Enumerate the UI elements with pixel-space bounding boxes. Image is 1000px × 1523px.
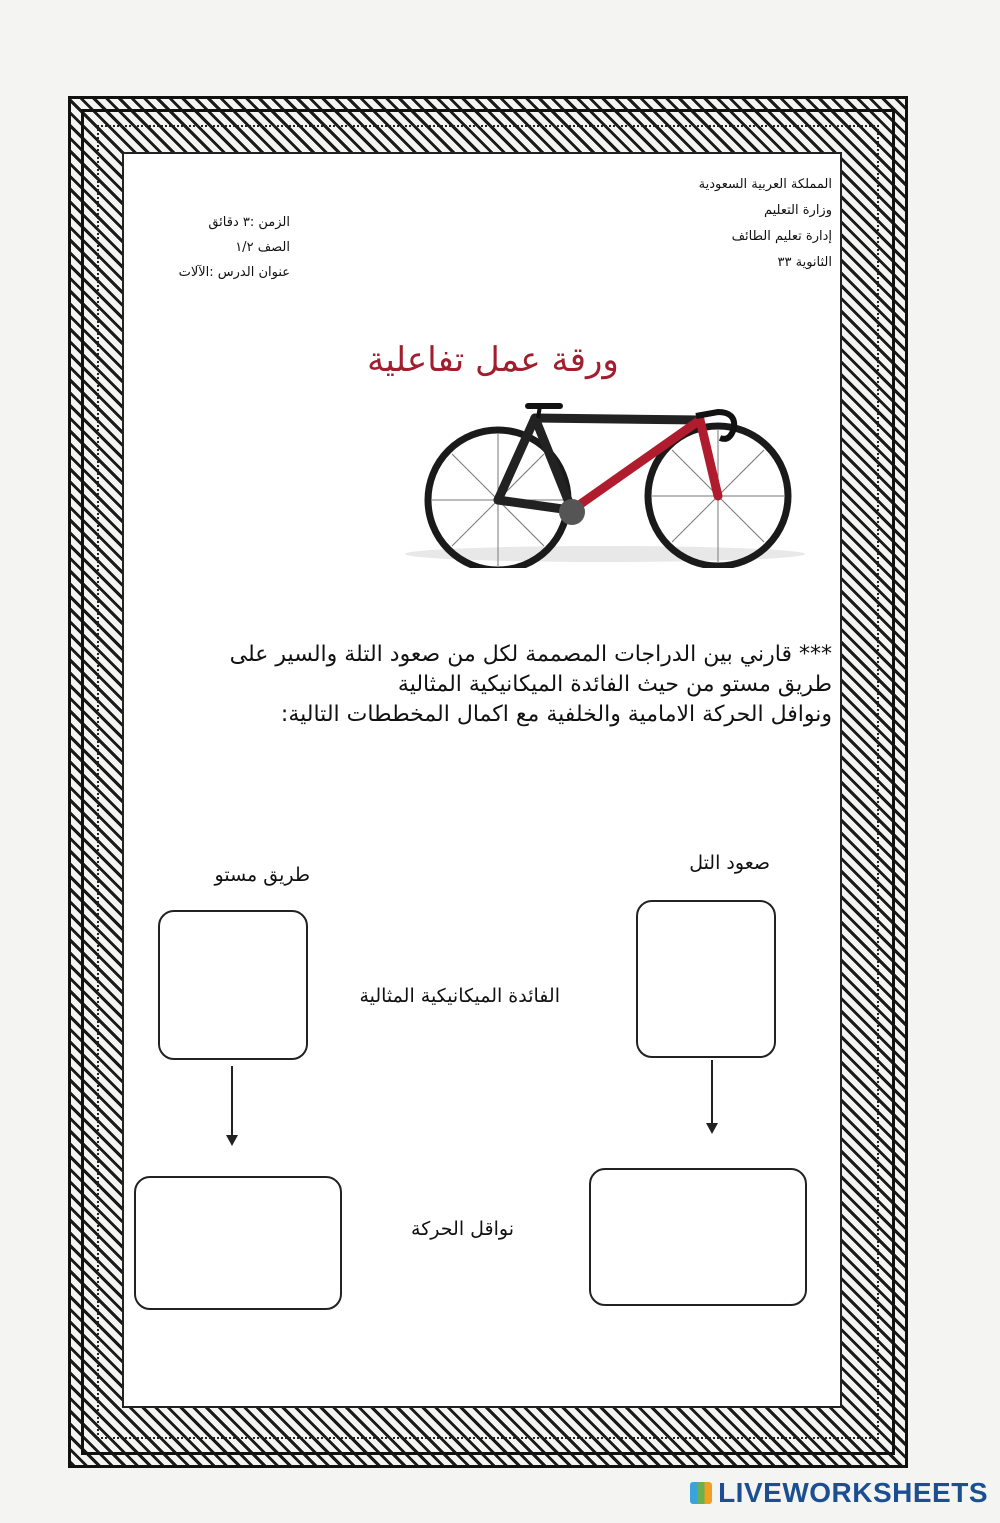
bicycle-illustration (400, 398, 810, 568)
flat-road-gears-box[interactable] (134, 1176, 342, 1310)
question-line-3: ونوافل الحركة الامامية والخلفية مع اكمال المخططات التالية: (280, 702, 832, 727)
school-info (572, 172, 832, 276)
flat-road-advantage-box[interactable] (158, 910, 308, 1060)
hill-climb-gears-box[interactable] (589, 1168, 807, 1306)
worksheet-title: ورقة عمل تفاعلية (367, 340, 619, 380)
header-lesson-title: عنوان الدرس :الآلات (178, 265, 290, 280)
header-time: الزمن :٣ دقائق (208, 215, 290, 230)
question-line-1: *** قارني بين الدراجات المصممة لكل من صعود التلة والسير على (229, 642, 832, 667)
hill-climb-heading: صعود التل (689, 852, 770, 874)
header-grade: الصف ١/٢ (235, 240, 290, 255)
flat-road-arrow-icon (231, 1066, 233, 1136)
flat-road-heading: طريق مستو (214, 864, 310, 886)
header-school: الثانوية ٣٣ (777, 255, 832, 270)
question-text (142, 640, 832, 730)
question-line-2: طريق مستو من حيث الفائدة الميكانيكية المثالية (397, 672, 832, 697)
brand-text: LIVEWORKSHEETS (718, 1477, 988, 1508)
gears-label: نواقل الحركة (411, 1218, 514, 1240)
hill-climb-arrow-icon (711, 1060, 713, 1124)
header-ministry: وزارة التعليم (763, 203, 832, 218)
lesson-info (150, 210, 290, 285)
liveworksheets-mark-icon (690, 1482, 712, 1504)
liveworksheets-logo (690, 1477, 988, 1509)
header-directorate: إدارة تعليم الطائف (731, 229, 832, 244)
mechanical-advantage-label: الفائدة الميكانيكية المثالية (359, 985, 560, 1007)
header-country: المملكة العربية السعودية (698, 177, 832, 192)
hill-climb-advantage-box[interactable] (636, 900, 776, 1058)
